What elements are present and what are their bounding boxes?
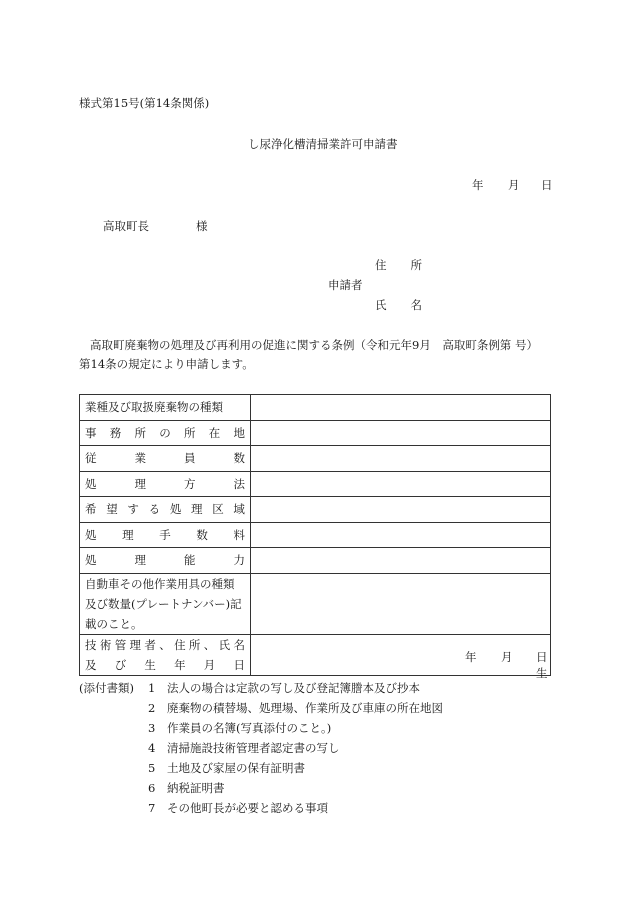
date-month-label: 月 [508, 178, 520, 192]
label-char: 処 [169, 502, 182, 517]
label-char: 従 [85, 451, 97, 466]
attachment-item [148, 743, 340, 755]
label-char: 理 [122, 527, 134, 542]
attachment-text: 納税証明書 [167, 781, 225, 795]
table-row [80, 522, 551, 548]
label-char: す [127, 502, 139, 517]
birth-year-label: 年 [465, 649, 477, 664]
table-row [80, 548, 551, 574]
label-char: 料 [233, 527, 245, 542]
label-char: 管 [114, 637, 127, 652]
label-char: 所 [188, 637, 201, 652]
attachment-item [148, 803, 328, 815]
label-char: の [159, 425, 171, 440]
label-char: 所 [184, 425, 196, 440]
label-char: 理 [191, 502, 203, 517]
attachments-heading: (添付書類) [79, 681, 134, 695]
addressee-honorific: 様 [196, 219, 208, 233]
attachment-text: その他町長が必要と認める事項 [167, 801, 328, 815]
label-char: 法 [233, 476, 245, 491]
body-text-line-1: 高取町廃棄物の処理及び再利用の促進に関する条例（令和元年9月 高取町条例第 号） [90, 338, 538, 352]
applicant-name-label [375, 300, 424, 312]
attachment-text: 土地及び家屋の保有証明書 [167, 761, 305, 775]
label-char: 生 [144, 657, 156, 672]
label-char: 処 [85, 527, 97, 542]
label-char: る [148, 502, 161, 517]
label-char: 数 [233, 451, 245, 466]
address-char: 所 [410, 258, 424, 272]
table-row [80, 446, 551, 472]
attachment-number: 2 [148, 701, 156, 715]
label-char: 事 [85, 425, 97, 440]
attachment-number: 6 [148, 781, 156, 795]
row-label-processing-method [80, 471, 251, 497]
value-cell [251, 446, 551, 472]
label-char: 理 [129, 637, 142, 652]
label-char: 力 [233, 553, 245, 568]
table-row [80, 634, 551, 675]
table-row [80, 497, 551, 523]
label-char: 地 [233, 425, 245, 440]
attachment-text: 作業員の名簿(写真添付のこと。) [167, 721, 332, 735]
row-label-processing-fee [80, 522, 251, 548]
label-char: 望 [106, 502, 118, 517]
value-cell [251, 634, 551, 680]
attachment-text: 廃棄物の積替場、処理場、作業所及び車庫の所在地図 [167, 701, 443, 715]
value-cell [251, 471, 551, 497]
label-char: 方 [184, 476, 196, 491]
value-cell [251, 395, 551, 421]
label-char: 域 [233, 502, 245, 517]
label-char: 氏 [218, 637, 231, 652]
row-label-technical-manager [80, 634, 251, 675]
date-day-label: 日 [541, 178, 553, 192]
row-label-processing-capacity [80, 548, 251, 574]
value-cell [251, 522, 551, 548]
label-char: 年 [174, 657, 186, 672]
document-title: し尿浄化槽清掃業許可申請書 [248, 137, 398, 151]
name-char: 氏 [375, 298, 389, 312]
attachment-number: 5 [148, 761, 156, 775]
label-char: 能 [184, 553, 196, 568]
label-char: び [114, 657, 127, 672]
label-char: 月 [203, 657, 216, 672]
applicant-label: 申請者 [328, 278, 363, 292]
attachment-number: 4 [148, 741, 156, 755]
table-row [80, 420, 551, 446]
table-row [80, 573, 551, 634]
name-char: 名 [410, 298, 424, 312]
value-cell [251, 573, 551, 634]
value-cell [251, 420, 551, 446]
label-char: 処 [85, 476, 97, 491]
attachment-item [148, 763, 305, 775]
applicant-address-label [375, 260, 424, 272]
body-text-line-2: 第14条の規定により申請します。 [79, 357, 254, 371]
attachment-number: 7 [148, 801, 156, 815]
table-row [80, 395, 551, 421]
birth-day-label: 日生 [536, 649, 548, 680]
label-char: 希 [85, 502, 97, 517]
attachment-item [148, 723, 331, 735]
label-char: 在 [208, 425, 221, 440]
label-char: 処 [85, 553, 97, 568]
birthdate-fields [251, 635, 550, 680]
row-label-vehicles-equipment: 自動車その他作業用具の種類及び数量(プレートナンバー)記載のこと。 [80, 573, 251, 634]
label-char: 理 [134, 476, 146, 491]
label-char: 数 [196, 527, 208, 542]
label-char: 及 [85, 657, 97, 672]
label-char: 技 [85, 637, 97, 652]
label-char: 日 [233, 657, 245, 672]
label-char: 者 [144, 637, 156, 652]
row-label-office-location [80, 420, 251, 446]
form-number: 様式第15号(第14条関係) [79, 96, 210, 110]
label-char: 、 [203, 637, 216, 652]
label-char: 手 [159, 527, 171, 542]
label-char: 業 [134, 451, 146, 466]
label-char: 区 [212, 502, 224, 517]
label-char: 所 [134, 425, 146, 440]
row-label-business-type: 業種及び取扱廃棄物の種類 [80, 395, 251, 421]
date-year-label: 年 [472, 178, 484, 192]
row-label-desired-area [80, 497, 251, 523]
label-char: 務 [109, 425, 122, 440]
label-char: 住 [174, 637, 186, 652]
application-table [79, 394, 551, 680]
attachment-number: 1 [148, 681, 156, 695]
table-row [80, 471, 551, 497]
row-label-employee-count [80, 446, 251, 472]
attachment-item [148, 783, 225, 795]
value-cell [251, 548, 551, 574]
attachment-item [148, 703, 443, 715]
attachment-item [148, 683, 420, 695]
label-char: 、 [159, 637, 171, 652]
label-char: 術 [99, 637, 112, 652]
value-cell [251, 497, 551, 523]
attachment-text: 法人の場合は定款の写し及び登記簿謄本及び抄本 [167, 681, 420, 695]
label-char: 員 [184, 451, 196, 466]
label-char: 名 [233, 637, 245, 652]
label-char: 理 [134, 553, 146, 568]
address-char: 住 [375, 258, 389, 272]
addressee-name: 高取町長 [103, 219, 149, 233]
attachment-number: 3 [148, 721, 156, 735]
attachment-text: 清掃施設技術管理者認定書の写し [167, 741, 340, 755]
birth-month-label: 月 [501, 649, 513, 664]
